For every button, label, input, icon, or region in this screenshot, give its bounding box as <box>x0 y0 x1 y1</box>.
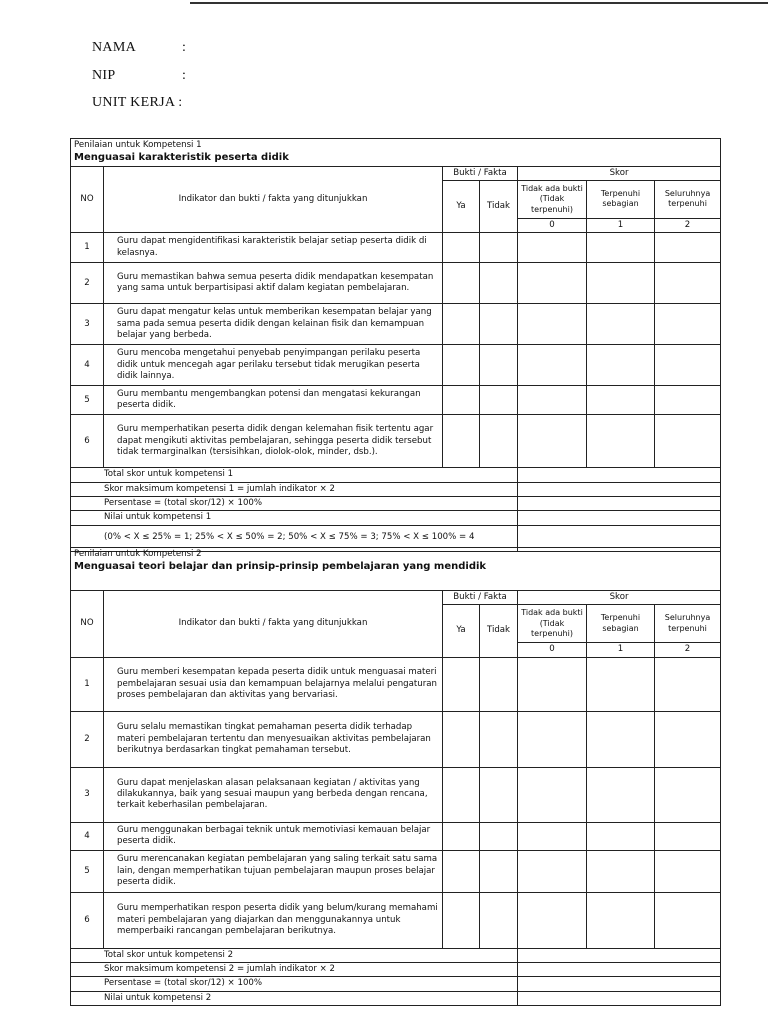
table-row <box>71 657 721 711</box>
nama-colon: : <box>182 40 187 55</box>
max-skor-label: Skor maksimum kompetensi 2 = jumlah indikator × 2 <box>71 963 518 977</box>
header-skor-2: 2 <box>655 643 721 657</box>
row-number: 3 <box>71 304 104 345</box>
table-row <box>71 233 721 263</box>
table-row <box>71 386 721 415</box>
ya-cell[interactable] <box>443 263 480 304</box>
tidak-cell[interactable] <box>480 657 518 711</box>
ya-cell[interactable] <box>443 657 480 711</box>
tidak-cell[interactable] <box>480 345 518 386</box>
ya-cell[interactable] <box>443 304 480 345</box>
score-2-cell[interactable] <box>655 822 721 850</box>
score-1-cell[interactable] <box>587 822 655 850</box>
persentase-label: Persentase = (total skor/12) × 100% <box>71 496 518 510</box>
row-number: 1 <box>71 657 104 711</box>
header-bukti: Bukti / Fakta <box>443 166 518 180</box>
header-skor-1-label: Terpenuhi sebagian <box>587 180 655 218</box>
indicator-text: Guru memperhatikan respon peserta didik yang belum/kurang memahami materi pembelajaran yang diajarkan dan menggunakannya untuk memperbaiki rancangan pembelajaran berikutnya. <box>104 892 443 948</box>
score-2-cell[interactable] <box>655 233 721 263</box>
header-no: NO <box>71 591 104 658</box>
header-tidak: Tidak <box>480 605 518 657</box>
row-number: 3 <box>71 767 104 822</box>
score-0-cell[interactable] <box>518 767 587 822</box>
tidak-cell[interactable] <box>480 415 518 468</box>
row-number: 1 <box>71 233 104 263</box>
table-row <box>71 304 721 345</box>
header-skor-2-label: Seluruhnya terpenuhi <box>655 605 721 643</box>
tidak-cell[interactable] <box>480 767 518 822</box>
ya-cell[interactable] <box>443 892 480 948</box>
score-1-cell[interactable] <box>587 767 655 822</box>
indicator-text: Guru mencoba mengetahui penyebab penyimpangan perilaku peserta didik untuk mencegah agar perilaku tersebut tidak merugikan peserta didik lainnya. <box>104 345 443 386</box>
unit-label: UNIT KERJA : <box>92 95 183 110</box>
kompetensi-1-table <box>70 138 721 552</box>
tidak-cell[interactable] <box>480 386 518 415</box>
row-number: 6 <box>71 892 104 948</box>
unit-line <box>92 95 182 111</box>
header-skor-0: 0 <box>518 218 587 232</box>
table-row <box>71 415 721 468</box>
tidak-cell[interactable] <box>480 892 518 948</box>
header-tidak: Tidak <box>480 180 518 232</box>
row-number: 5 <box>71 850 104 892</box>
table-row <box>71 892 721 948</box>
persentase-value[interactable] <box>518 977 721 991</box>
score-2-cell[interactable] <box>655 415 721 468</box>
nama-line <box>92 40 187 56</box>
kompetensi-1-title-cell <box>71 139 721 167</box>
ya-cell[interactable] <box>443 711 480 767</box>
row-number: 2 <box>71 711 104 767</box>
header-skor-1-label: Terpenuhi sebagian <box>587 605 655 643</box>
ya-cell[interactable] <box>443 767 480 822</box>
ya-cell[interactable] <box>443 233 480 263</box>
nilai-rumus: (0% < X ≤ 25% = 1; 25% < X ≤ 50% = 2; 50% < X ≤ 75% = 3; 75% < X ≤ 100% = 4 <box>71 525 518 551</box>
row-number: 2 <box>71 263 104 304</box>
ya-cell[interactable] <box>443 850 480 892</box>
max-skor-label: Skor maksimum kompetensi 1 = jumlah indikator × 2 <box>71 482 518 496</box>
row-number: 4 <box>71 345 104 386</box>
score-1-cell[interactable] <box>587 850 655 892</box>
nip-line <box>92 68 187 84</box>
score-2-cell[interactable] <box>655 711 721 767</box>
indicator-text: Guru dapat mengidentifikasi karakteristik belajar setiap peserta didik di kelasnya. <box>104 233 443 263</box>
total-skor-value[interactable] <box>518 468 721 482</box>
score-1-cell[interactable] <box>587 304 655 345</box>
nilai-value[interactable] <box>518 511 721 525</box>
nama-label: NAMA <box>92 40 136 55</box>
indicator-text: Guru dapat mengatur kelas untuk memberikan kesempatan belajar yang sama pada semua peserta didik dengan kelainan fisik dan kemampuan belajar yang berbeda. <box>104 304 443 345</box>
score-0-cell[interactable] <box>518 892 587 948</box>
ya-cell[interactable] <box>443 345 480 386</box>
score-0-cell[interactable] <box>518 233 587 263</box>
ya-cell[interactable] <box>443 822 480 850</box>
header-skor-0-label: Tidak ada bukti (Tidak terpenuhi) <box>518 180 587 218</box>
header-skor: Skor <box>518 591 721 605</box>
persentase-value[interactable] <box>518 496 721 510</box>
row-number: 5 <box>71 386 104 415</box>
row-number: 6 <box>71 415 104 468</box>
kompetensi-1-name: Menguasai karakteristik peserta didik <box>74 152 289 164</box>
tidak-cell[interactable] <box>480 850 518 892</box>
score-1-cell[interactable] <box>587 711 655 767</box>
score-2-cell[interactable] <box>655 892 721 948</box>
score-0-cell[interactable] <box>518 822 587 850</box>
tidak-cell[interactable] <box>480 263 518 304</box>
ya-cell[interactable] <box>443 386 480 415</box>
score-0-cell[interactable] <box>518 415 587 468</box>
header-ya: Ya <box>443 605 480 657</box>
header-skor: Skor <box>518 166 721 180</box>
indicator-text: Guru memperhatikan peserta didik dengan kelemahan fisik tertentu agar dapat mengikuti aktivitas pembelajaran, sehingga peserta didik tersebut tidak termarginalkan (tersisihkan, diolok-olok, minder, dsb.). <box>104 415 443 468</box>
tidak-cell[interactable] <box>480 822 518 850</box>
score-0-cell[interactable] <box>518 657 587 711</box>
nilai-label: Nilai untuk kompetensi 1 <box>71 511 518 525</box>
nip-label: NIP <box>92 68 116 83</box>
score-2-cell[interactable] <box>655 850 721 892</box>
score-1-cell[interactable] <box>587 345 655 386</box>
score-0-cell[interactable] <box>518 711 587 767</box>
score-2-cell[interactable] <box>655 386 721 415</box>
indicator-text: Guru memastikan bahwa semua peserta didik mendapatkan kesempatan yang sama untuk berpartisipasi aktif dalam kegiatan pembelajaran. <box>104 263 443 304</box>
persentase-label: Persentase = (total skor/12) × 100% <box>71 977 518 991</box>
header-skor-1: 1 <box>587 643 655 657</box>
score-0-cell[interactable] <box>518 850 587 892</box>
header-no: NO <box>71 166 104 233</box>
score-2-cell[interactable] <box>655 263 721 304</box>
score-1-cell[interactable] <box>587 263 655 304</box>
max-skor-value[interactable] <box>518 482 721 496</box>
indicator-text: Guru dapat menjelaskan alasan pelaksanaan kegiatan / aktivitas yang dilakukannya, baik yang sesuai maupun yang berbeda dengan rencana, terkait keberhasilan pembelajaran. <box>104 767 443 822</box>
header-skor-0: 0 <box>518 643 587 657</box>
total-skor-value[interactable] <box>518 948 721 962</box>
kompetensi-2-name: Menguasai teori belajar dan prinsip-prinsip pembelajaran yang mendidik <box>74 561 487 573</box>
page-top-edge <box>190 2 768 4</box>
score-1-cell[interactable] <box>587 386 655 415</box>
header-skor-2: 2 <box>655 218 721 232</box>
score-0-cell[interactable] <box>518 304 587 345</box>
kompetensi-2-title-cell <box>71 548 721 591</box>
score-2-cell[interactable] <box>655 767 721 822</box>
indicator-text: Guru memberi kesempatan kepada peserta didik untuk menguasai materi pembelajaran sesuai usia dan kemampuan belajarnya melalui pengaturan proses pembelajaran dan aktivitas yang bervariasi. <box>104 657 443 711</box>
table-row <box>71 822 721 850</box>
kompetensi-2-title: Penilaian untuk Kompetensi 2 <box>74 549 202 559</box>
score-0-cell[interactable] <box>518 345 587 386</box>
score-1-cell[interactable] <box>587 657 655 711</box>
score-0-cell[interactable] <box>518 386 587 415</box>
table-row <box>71 345 721 386</box>
score-2-cell[interactable] <box>655 345 721 386</box>
table-row <box>71 850 721 892</box>
header-bukti: Bukti / Fakta <box>443 591 518 605</box>
table-row <box>71 711 721 767</box>
ya-cell[interactable] <box>443 415 480 468</box>
table-row <box>71 767 721 822</box>
indicator-text: Guru menggunakan berbagai teknik untuk memotiviasi kemauan belajar peserta didik. <box>104 822 443 850</box>
row-number: 4 <box>71 822 104 850</box>
score-1-cell[interactable] <box>587 233 655 263</box>
tidak-cell[interactable] <box>480 304 518 345</box>
kompetensi-1-title: Penilaian untuk Kompetensi 1 <box>74 140 202 150</box>
total-skor-label: Total skor untuk kompetensi 2 <box>71 948 518 962</box>
header-skor-1: 1 <box>587 218 655 232</box>
indicator-text: Guru merencanakan kegiatan pembelajaran yang saling terkait satu sama lain, dengan memperhatikan tujuan pembelajaran maupun proses belajar peserta didik. <box>104 850 443 892</box>
score-1-cell[interactable] <box>587 892 655 948</box>
nilai-value[interactable] <box>518 991 721 1005</box>
nip-colon: : <box>182 68 187 83</box>
header-indicator: Indikator dan bukti / fakta yang ditunjukkan <box>104 166 443 233</box>
nilai-label: Nilai untuk kompetensi 2 <box>71 991 518 1005</box>
tidak-cell[interactable] <box>480 233 518 263</box>
header-ya: Ya <box>443 180 480 232</box>
kompetensi-2-table <box>70 547 721 1006</box>
score-2-cell[interactable] <box>655 657 721 711</box>
header-skor-2-label: Seluruhnya terpenuhi <box>655 180 721 218</box>
score-1-cell[interactable] <box>587 415 655 468</box>
score-0-cell[interactable] <box>518 263 587 304</box>
tidak-cell[interactable] <box>480 711 518 767</box>
indicator-text: Guru selalu memastikan tingkat pemahaman peserta didik terhadap materi pembelajaran tertentu dan menyesuaikan aktivitas pembelajaran berikutnya berdasarkan tingkat pemahaman tersebut. <box>104 711 443 767</box>
table-row <box>71 263 721 304</box>
score-2-cell[interactable] <box>655 304 721 345</box>
indicator-text: Guru membantu mengembangkan potensi dan mengatasi kekurangan peserta didik. <box>104 386 443 415</box>
max-skor-value[interactable] <box>518 963 721 977</box>
header-skor-0-label: Tidak ada bukti (Tidak terpenuhi) <box>518 605 587 643</box>
total-skor-label: Total skor untuk kompetensi 1 <box>71 468 518 482</box>
header-indicator: Indikator dan bukti / fakta yang ditunjukkan <box>104 591 443 658</box>
